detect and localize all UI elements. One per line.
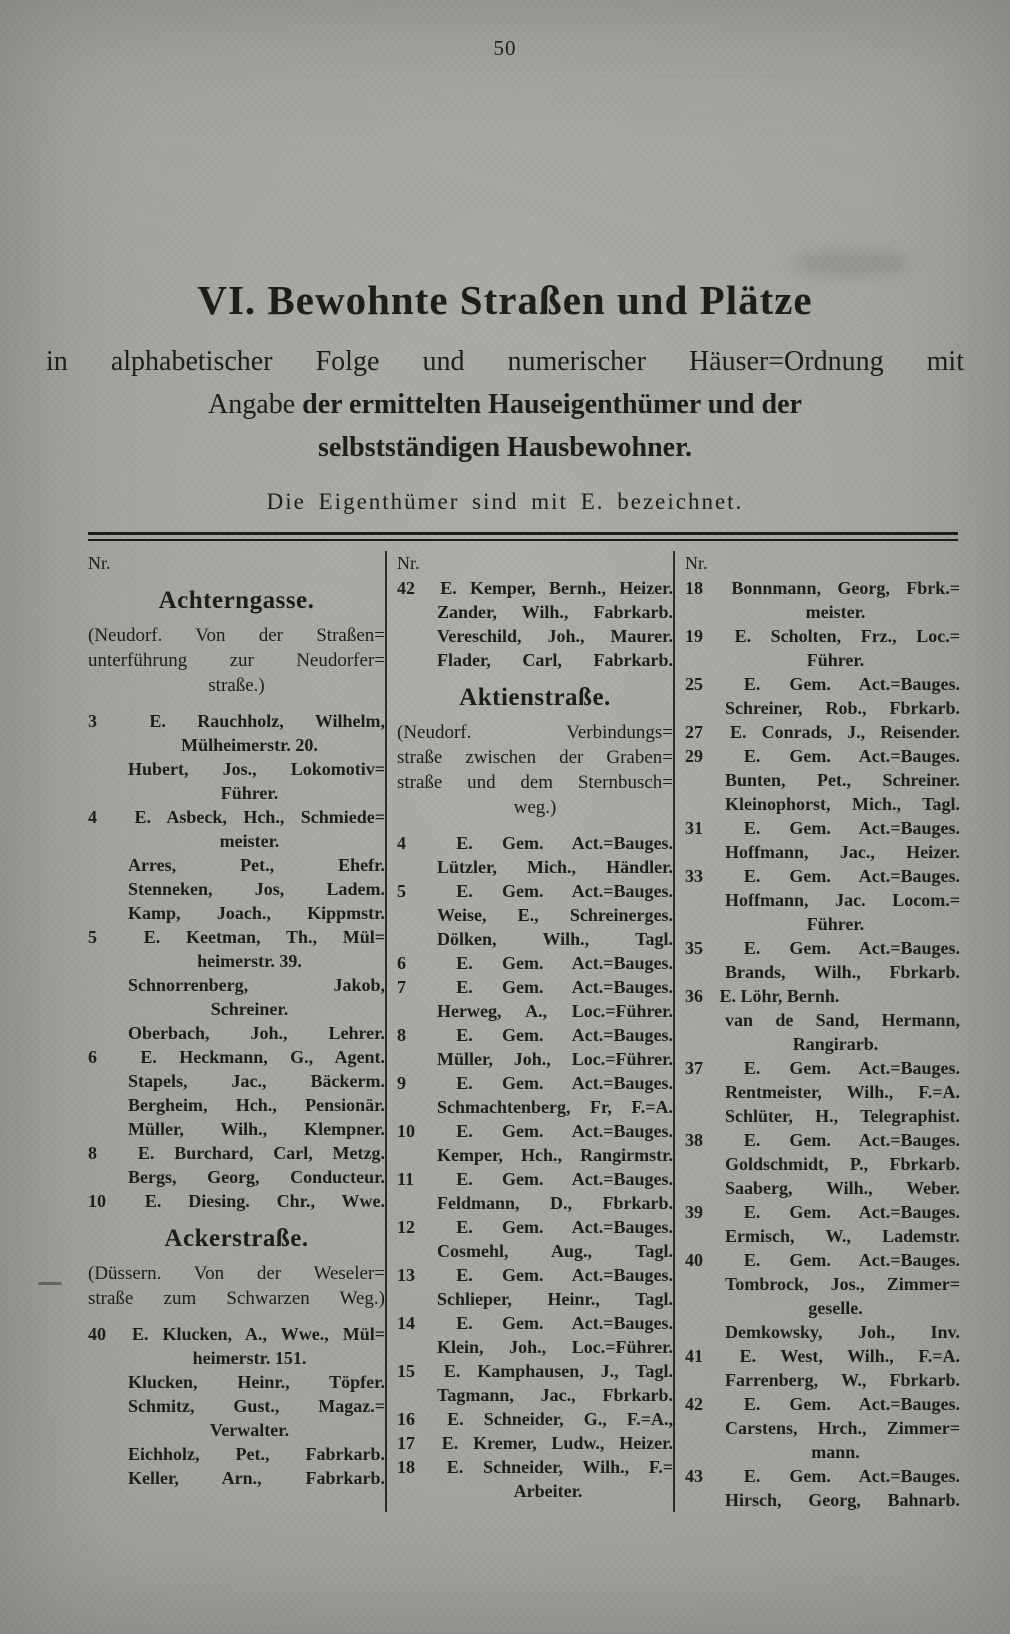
directory-line: 3 E. Rauchholz, Wilhelm, xyxy=(88,711,385,731)
directory-line: 18 E. Schneider, Wilh., F.= xyxy=(397,1457,673,1477)
directory-line: 15 E. Kamphausen, J., Tagl. xyxy=(397,1361,673,1381)
house-number: 5 xyxy=(88,927,97,947)
house-number: 13 xyxy=(397,1265,415,1285)
directory-line: Schmachtenberg, Fr, F.=A. xyxy=(437,1097,673,1117)
directory-line: 42 E. Kemper, Bernh., Heizer. xyxy=(397,578,674,598)
street-note-line: straße zum Schwarzen Weg.) xyxy=(88,1288,385,1309)
house-number: 33 xyxy=(685,866,703,886)
house-number: 4 xyxy=(88,807,97,827)
subtitle-line-2-normal: Angabe xyxy=(208,389,303,420)
directory-line: Herweg, A., Loc.=Führer. xyxy=(437,1001,673,1021)
directory-line: 33 E. Gem. Act.=Bauges. xyxy=(685,866,961,886)
directory-line: Führer. xyxy=(806,650,865,670)
section-title xyxy=(0,276,1010,324)
directory-line: Verwalter. xyxy=(209,1420,290,1440)
directory-line: 7 E. Gem. Act.=Bauges. xyxy=(397,977,673,997)
directory-line: Saaberg, Wilh., Weber. xyxy=(725,1178,960,1198)
street-note xyxy=(88,623,385,698)
directory-line: Bergs, Georg, Conducteur. xyxy=(128,1167,385,1187)
directory-line: Goldschmidt, P., Fbrkarb. xyxy=(725,1154,960,1174)
directory-line: 31 E. Gem. Act.=Bauges. xyxy=(685,818,961,838)
directory-line: 8 E. Burchard, Carl, Metzg. xyxy=(88,1143,386,1163)
house-number: 11 xyxy=(397,1169,415,1189)
directory-line: Ermisch, W., Lademstr. xyxy=(725,1226,960,1246)
house-number: 16 xyxy=(397,1409,415,1429)
street-heading: Achterngasse. xyxy=(158,587,315,614)
directory-line: 25 E. Gem. Act.=Bauges. xyxy=(685,674,961,694)
directory-line: meister. xyxy=(805,602,866,622)
house-number: 38 xyxy=(685,1130,703,1150)
directory-line: Hoffmann, Jac. Locom.= xyxy=(725,890,960,910)
directory-line: 4 E. Gem. Act.=Bauges. xyxy=(397,833,673,853)
directory-line: 36 E. Löhr, Bernh. xyxy=(685,986,840,1006)
house-number: 40 xyxy=(685,1250,703,1270)
directory-line: 42 E. Gem. Act.=Bauges. xyxy=(685,1394,961,1414)
directory-line: 35 E. Gem. Act.=Bauges. xyxy=(685,938,961,958)
house-number: 40 xyxy=(88,1324,106,1344)
column-nr-label: Nr. xyxy=(685,553,708,573)
directory-line: 43 E. Gem. Act.=Bauges. xyxy=(685,1466,961,1486)
house-number: 12 xyxy=(397,1217,415,1237)
directory-line: Brands, Wilh., Fbrkarb. xyxy=(725,962,960,982)
directory-line: 40 E. Klucken, A., Wwe., Mül= xyxy=(88,1324,385,1344)
street-note-line: straße.) xyxy=(208,675,265,696)
house-number: 19 xyxy=(685,626,703,646)
house-number: 42 xyxy=(397,578,415,598)
directory-line: Arbeiter. xyxy=(513,1481,583,1501)
directory-line: Tagmann, Jac., Fbrkarb. xyxy=(437,1385,673,1405)
column-1 xyxy=(88,551,385,1512)
directory-line: van de Sand, Hermann, xyxy=(725,1010,960,1030)
directory-line: Cosmehl, Aug., Tagl. xyxy=(437,1241,673,1261)
house-number: 14 xyxy=(397,1313,415,1333)
directory-line: Schlieper, Heinr., Tagl. xyxy=(437,1289,673,1309)
directory-line: Hubert, Jos., Lokomotiv= xyxy=(128,759,385,779)
directory-line: 6 E. Gem. Act.=Bauges. xyxy=(397,953,673,973)
page-header xyxy=(0,276,1010,515)
street-note-line: straße und dem Sternbusch= xyxy=(397,772,673,793)
street-note-line: (Düssern. Von der Weseler= xyxy=(88,1263,385,1284)
directory-line: Kamp, Joach., Kippmstr. xyxy=(128,903,385,923)
house-number: 39 xyxy=(685,1202,703,1222)
directory-line: Klucken, Heinr., Töpfer. xyxy=(128,1372,385,1392)
directory-line: Kemper, Hch., Rangirmstr. xyxy=(437,1145,673,1165)
directory-line: Schnorrenberg, Jakob, xyxy=(128,975,385,995)
section-title-text: Bewohnte Straßen und Plätze xyxy=(267,277,813,323)
directory-line: 6 E. Heckmann, G., Agent. xyxy=(88,1047,386,1067)
house-number: 18 xyxy=(397,1457,415,1477)
directory-line: 19 E. Scholten, Frz., Loc.= xyxy=(685,626,960,646)
subtitle xyxy=(0,340,1010,469)
house-number: 7 xyxy=(397,977,406,997)
directory-line: 41 E. West, Wilh., F.=A. xyxy=(685,1346,960,1366)
house-number: 15 xyxy=(397,1361,415,1381)
directory-line: 16 E. Schneider, G., F.=A., xyxy=(397,1409,673,1429)
directory-line: Feldmann, D., Fbrkarb. xyxy=(437,1193,673,1213)
house-number: 4 xyxy=(397,833,406,853)
directory-line: Stapels, Jac., Bäckerm. xyxy=(128,1071,385,1091)
subtitle-line-2 xyxy=(46,383,964,426)
section-number: VI. xyxy=(197,277,257,323)
directory-line: 14 E. Gem. Act.=Bauges. xyxy=(397,1313,673,1333)
directory-line: Weise, E., Schreinerges. xyxy=(437,905,673,925)
street-heading: Aktienstraße. xyxy=(459,684,611,711)
directory-line: Führer. xyxy=(220,783,279,803)
directory-line: 4 E. Asbeck, Hch., Schmiede= xyxy=(88,807,385,827)
house-number: 10 xyxy=(397,1121,415,1141)
directory-line: Schreiner, Rob., Fbrkarb. xyxy=(725,698,960,718)
directory-line: Müller, Wilh., Klempner. xyxy=(128,1119,385,1139)
directory-line: Oberbach, Joh., Lehrer. xyxy=(128,1023,385,1043)
directory-line: meister. xyxy=(219,831,280,851)
directory-columns xyxy=(88,551,960,1512)
street-note-line: (Neudorf. Von der Straßen= xyxy=(88,625,385,646)
house-number: 17 xyxy=(397,1433,415,1453)
double-rule xyxy=(88,532,958,541)
street-note-line: (Neudorf. Verbindungs= xyxy=(397,722,673,743)
directory-line: Kleinophorst, Mich., Tagl. xyxy=(725,794,960,814)
house-number: 18 xyxy=(685,578,703,598)
directory-line: heimerstr. 39. xyxy=(197,951,302,971)
directory-line: Carstens, Hrch., Zimmer= xyxy=(725,1418,960,1438)
directory-line: Lützler, Mich., Händler. xyxy=(437,857,673,877)
house-number: 25 xyxy=(685,674,703,694)
directory-line: 9 E. Gem. Act.=Bauges. xyxy=(397,1073,673,1093)
directory-line: 39 E. Gem. Act.=Bauges. xyxy=(685,1202,961,1222)
directory-line: Bunten, Pet., Schreiner. xyxy=(725,770,960,790)
directory-line: 13 E. Gem. Act.=Bauges. xyxy=(397,1265,673,1285)
directory-line: Mülheimerstr. 20. xyxy=(181,735,318,755)
directory-line: Demkowsky, Joh., Inv. xyxy=(725,1322,960,1342)
street-note-line: unterführung zur Neudorfer= xyxy=(88,650,385,671)
directory-line: Rangirarb. xyxy=(792,1034,879,1054)
directory-line: Müller, Joh., Loc.=Führer. xyxy=(437,1049,673,1069)
directory-line: Arres, Pet., Ehefr. xyxy=(128,855,385,875)
owner-legend: Die Eigenthümer sind mit E. bezeichnet. xyxy=(266,489,744,514)
directory-line: 38 E. Gem. Act.=Bauges. xyxy=(685,1130,961,1150)
house-number: 6 xyxy=(88,1047,97,1067)
house-number: 37 xyxy=(685,1058,703,1078)
house-number: 31 xyxy=(685,818,703,838)
directory-line: mann. xyxy=(811,1442,860,1462)
directory-line: 8 E. Gem. Act.=Bauges. xyxy=(397,1025,673,1045)
directory-line: Schmitz, Gust., Magaz.= xyxy=(128,1396,385,1416)
column-3 xyxy=(673,551,960,1512)
directory-line: 27 E. Conrads, J., Reisender. xyxy=(685,722,961,742)
directory-line: 12 E. Gem. Act.=Bauges. xyxy=(397,1217,673,1237)
directory-line: 10 E. Gem. Act.=Bauges. xyxy=(397,1121,673,1141)
house-number: 41 xyxy=(685,1346,703,1366)
page-number: 50 xyxy=(493,36,517,60)
house-number: 42 xyxy=(685,1394,703,1414)
directory-line: Stenneken, Jos, Ladem. xyxy=(128,879,385,899)
house-number: 3 xyxy=(88,711,97,731)
directory-line: Keller, Arn., Fabrkarb. xyxy=(128,1468,385,1488)
directory-line: heimerstr. 151. xyxy=(192,1348,307,1368)
subtitle-line-2-bold: der ermittelten Hauseigenthümer und der xyxy=(302,389,802,420)
directory-line: 5 E. Keetman, Th., Mül= xyxy=(88,927,385,947)
street-note xyxy=(88,1261,385,1311)
directory-line: Hoffmann, Jac., Heizer. xyxy=(725,842,960,862)
directory-line: 11 E. Gem. Act.=Bauges. xyxy=(397,1169,673,1189)
margin-mark xyxy=(38,1282,62,1285)
directory-line: 10 E. Diesing. Chr., Wwe. xyxy=(88,1191,385,1211)
directory-line: Farrenberg, W., Fbrkarb. xyxy=(725,1370,960,1390)
directory-line: Tombrock, Jos., Zimmer= xyxy=(725,1274,960,1294)
directory-line: Schlüter, H., Telegraphist. xyxy=(725,1106,960,1126)
house-number: 8 xyxy=(88,1143,97,1163)
subtitle-line-3: selbstständigen Hausbewohner. xyxy=(318,432,692,463)
street-note-line: weg.) xyxy=(513,797,557,818)
directory-line: 37 E. Gem. Act.=Bauges. xyxy=(685,1058,961,1078)
directory-line: 40 E. Gem. Act.=Bauges. xyxy=(685,1250,961,1270)
house-number: 5 xyxy=(397,881,406,901)
directory-line: 29 E. Gem. Act.=Bauges. xyxy=(685,746,961,766)
column-nr-label: Nr. xyxy=(397,553,420,573)
directory-line: Schreiner. xyxy=(210,999,289,1019)
scan-artifact xyxy=(792,248,910,278)
directory-line: Zander, Wilh., Fabrkarb. xyxy=(437,602,673,622)
directory-line: Dölken, Wilh., Tagl. xyxy=(437,929,673,949)
directory-line: Eichholz, Pet., Fabrkarb. xyxy=(128,1444,385,1464)
house-number: 6 xyxy=(397,953,406,973)
directory-line: 17 E. Kremer, Ludw., Heizer. xyxy=(397,1433,673,1453)
house-number: 27 xyxy=(685,722,703,742)
directory-line: Führer. xyxy=(806,914,865,934)
street-heading: Ackerstraße. xyxy=(164,1225,309,1252)
directory-line: Klein, Joh., Loc.=Führer. xyxy=(437,1337,673,1357)
directory-line: 18 Bonnmann, Georg, Fbrk.= xyxy=(685,578,960,598)
house-number: 43 xyxy=(685,1466,703,1486)
directory-line: Vereschild, Joh., Maurer. xyxy=(437,626,673,646)
directory-line: geselle. xyxy=(808,1298,863,1318)
house-number: 36 xyxy=(685,986,703,1006)
house-number: 35 xyxy=(685,938,703,958)
column-nr-label: Nr. xyxy=(88,553,111,573)
street-note xyxy=(397,720,673,820)
house-number: 10 xyxy=(88,1191,106,1211)
column-2 xyxy=(385,551,673,1512)
house-number: 29 xyxy=(685,746,703,766)
directory-line: Rentmeister, Wilh., F.=A. xyxy=(725,1082,960,1102)
directory-line: Bergheim, Hch., Pensionär. xyxy=(128,1095,385,1115)
street-note-line: straße zwischen der Graben= xyxy=(397,747,673,768)
subtitle-line-1: in alphabetischer Folge und numerischer Häuser=Ordnung mit xyxy=(46,346,964,377)
directory-line: Flader, Carl, Fabrkarb. xyxy=(437,650,673,670)
house-number: 8 xyxy=(397,1025,406,1045)
directory-line: Hirsch, Georg, Bahnarb. xyxy=(725,1490,960,1510)
house-number: 9 xyxy=(397,1073,406,1093)
directory-line: 5 E. Gem. Act.=Bauges. xyxy=(397,881,673,901)
